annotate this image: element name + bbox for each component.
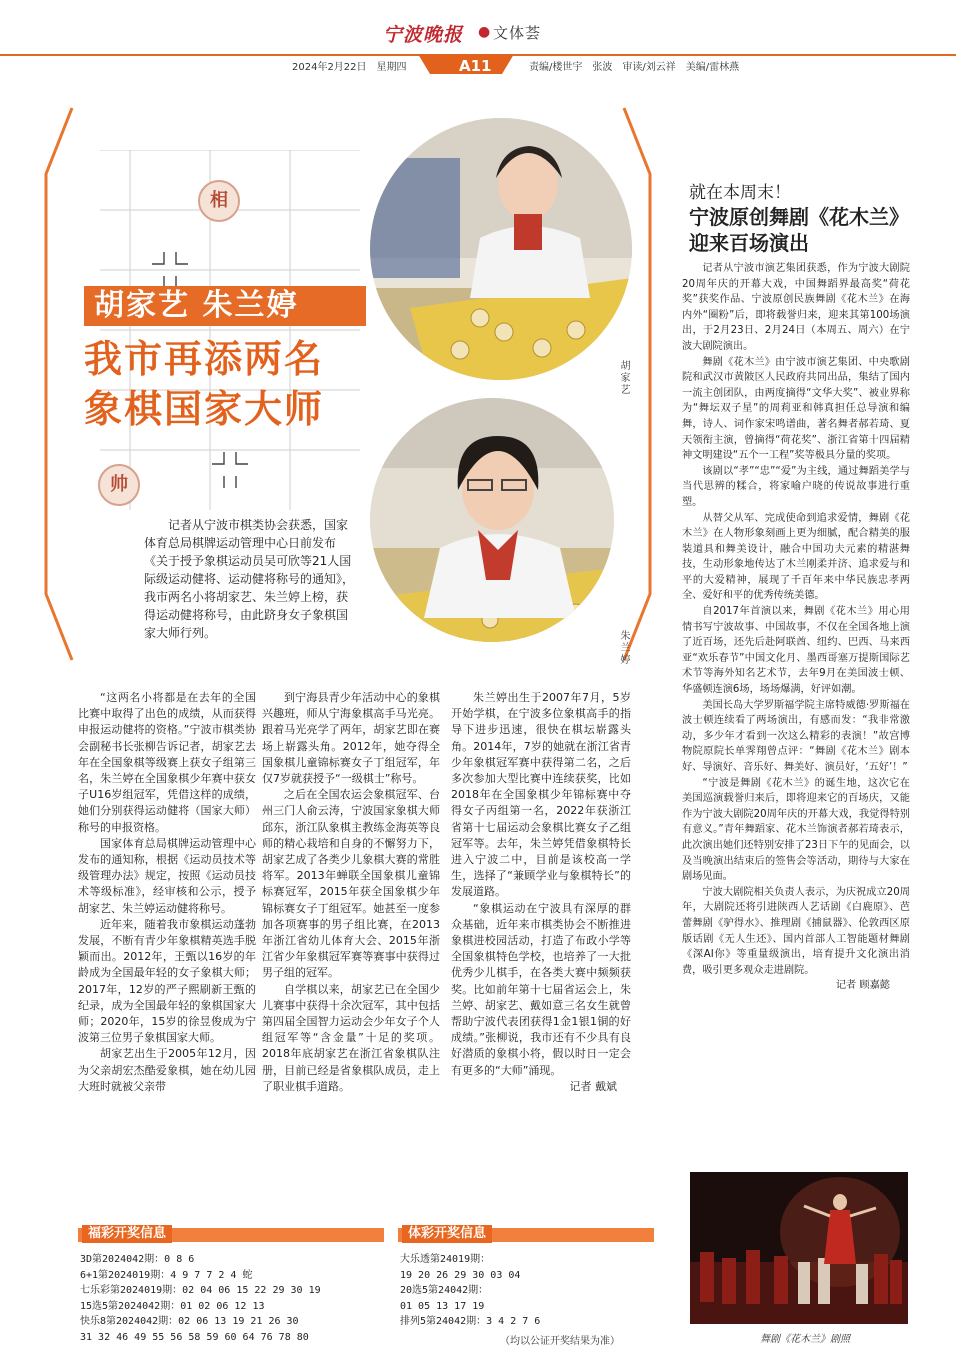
lottery-row: 01 05 13 17 19: [400, 1300, 485, 1312]
lottery-row: 七乐彩第2024019期：02 04 06 15 22 29 30 19: [80, 1285, 321, 1296]
paragraph: 自学棋以来，胡家艺已在全国少儿赛事中获得十余次冠军，其中包括第四届全国智力运动会少年女子个人组冠军等“含金量”十足的奖项。2018年底胡家艺在浙江省象棋队注册，目前已经是省象棋队成员，走上了职业棋手道路。: [262, 982, 440, 1093]
paragraph: 美国长岛大学罗斯福学院主席特威德·罗斯福在波士顿连续看了两场演出，有感而发：“我非常激动，多少年才看到一次这么精彩的表演！”故宫博物院原院长单霁翔曾点评：“舞剧《花木兰》剧本好、导演好、音乐好、舞美好、演员好，‘五好’！”: [682, 699, 910, 773]
paragraph: 近年来，随着我市象棋运动蓬勃发展，不断有青少年象棋精英选手脱颖而出。2012年，王甄以16岁的年龄成为全国最年轻的女子象棋大师；2017年，12岁的严子熙刷新王甄的纪录，成为全国最年轻的象棋国家大师；2020年，15岁的徐昱俊成为宁波第三位男子象棋国家大师。: [78, 917, 256, 1045]
paragraph: 到宁海县青少年活动中心的象棋兴趣班，师从宁海象棋高手马光亮。跟着马光亮学了两年，胡家艺即在赛场上崭露头角。2012年，她夺得全国象棋儿童锦标赛女子丁组冠军，年仅7岁就获授予“一级棋士”称号。: [262, 691, 440, 786]
lottery-note: （均以公证开奖结果为准）: [500, 1336, 620, 1347]
sports-lottery-results: [400, 1252, 540, 1330]
side-article-kicker: 就在本周末！: [689, 183, 791, 203]
headline-line-2: 象棋国家大师: [84, 387, 325, 431]
paragraph: 从替父从军、完成使命到追求爱情，舞剧《花木兰》在人物形象刻画上更为细腻，配合精美的服装道具和舞美设计，融合中国功夫元素的精湛舞技，生动形象地传达了木兰刚柔并济、追求爱与和平的大爱精神，展现了千百年来中华民族忠孝两全、爱好和平的优秀传统美德。: [682, 512, 910, 602]
editor-credits: 责编/楼世宇 张波 审读/刘云祥 美编/雷林燕: [529, 62, 740, 73]
lottery-row: 3D第2024042期：0 8 6: [80, 1254, 195, 1265]
photo-hu-jiayi: [370, 118, 632, 380]
lottery-row: 19 20 26 29 30 03 04: [400, 1269, 521, 1281]
lottery-row: 15选5第2024042期：01 02 06 12 13: [80, 1300, 265, 1312]
lottery-row: 31 32 46 49 55 56 58 59 60 64 76 78 80: [80, 1331, 309, 1343]
stage-photo: [690, 1172, 908, 1324]
photo-zhu-lanting: [370, 398, 614, 642]
feature-column-2: [262, 690, 440, 1095]
paragraph: 记者从宁波市演艺集团获悉，作为宁波大剧院20周年庆的开幕大戏，中国舞蹈界最高奖“荷花奖”获奖作品、宁波原创民族舞剧《花木兰》在海内外“圈粉”后，即将载誉归来，迎来其第100场演出，于2月23日、2月24日（本周五、周六）在宁波大剧院演出。: [682, 263, 910, 352]
paragraph: 胡家艺出生于2005年12月，因为父亲胡宏杰酷爱象棋，她在幼儿园大班时就被父亲带: [78, 1047, 256, 1093]
paragraph: “这两名小将都是在去年的全国比赛中取得了出色的成绩，从而获得申报运动健将的资格。”宁波市棋类协会副秘书长张柳告诉记者，胡家艺去年在全国象棋等级赛上获女子组第三名，朱兰婷在全国象棋少年赛中获女子U16岁组冠军，凭借这样的成绩，她们分别获得运动健将（国家大师）称号的申报资格。: [78, 691, 256, 834]
side-article-title-1: 宁波原创舞剧《花木兰》: [689, 205, 909, 229]
feature-column-1: [78, 690, 256, 1095]
masthead-logo: 宁波晚报: [383, 24, 464, 46]
welfare-lottery-title: 福彩开奖信息: [82, 1225, 172, 1243]
photo-caption-zhu: 朱兰婷: [618, 630, 629, 666]
sports-lottery-title: 体彩开奖信息: [402, 1225, 492, 1243]
lottery-row: 6+1第2024019期：4 9 7 7 2 4 蛇: [80, 1269, 253, 1281]
lottery-row: 排列5第24042期：3 4 2 7 6: [400, 1316, 541, 1327]
section-name: 文体荟: [493, 24, 542, 42]
paragraph: 自2017年首演以来，舞剧《花木兰》用心用情书写宁波故事、中国故事，不仅在全国各地上演了近百场，还先后赴阿联酋、纽约、巴西、马来西亚“欢乐春节”中国文化月、墨西哥塞万提斯国际艺术节等海外知名艺术节，去年9月在美国波士顿、华盛顿连演6场，场场爆满，好评如潮。: [682, 606, 910, 696]
paragraph: 舞剧《花木兰》由宁波市演艺集团、中央歌剧院和武汉市黄陂区人民政府共同出品，集结了国内一流主创团队，由两度摘得“文华大奖”、被业界称为“舞坛双子星”的周莉亚和韩真担任总导演和编舞，诗人、词作家宋鸣谱曲，著名舞者郝若琦、夏天领衔主演，曾摘得“荷花奖”、浙江省第十四届精神文明建设“五个一工程”奖等极具分量的奖项。: [682, 356, 910, 462]
xiangqi-piece-xiang: 相: [198, 180, 240, 222]
lottery-row: 快乐8第2024042期：02 06 13 19 21 26 30: [80, 1316, 299, 1327]
photo-caption-hu: 胡家艺: [618, 360, 629, 396]
xiangqi-piece-shuai: 帅: [98, 464, 140, 506]
welfare-lottery-results: [80, 1252, 321, 1345]
headline-line-1: 我市再添两名: [84, 337, 325, 381]
paragraph: 该剧以“孝”“忠”“爱”为主线，通过舞蹈美学与当代思辨的糅合，将家喻户晓的传说故事进行重塑。: [682, 465, 910, 508]
byline: 记者 戴斌: [569, 1079, 617, 1093]
byline: 记者 顾嘉懿: [835, 980, 890, 992]
paragraph: 宁波大剧院相关负责人表示，为庆祝成立20周年，大剧院还将引进陕西人艺话剧《白鹿原》、芭蕾舞剧《驴得水》、推理剧《捕鼠器》、伦敦西区原版话剧《无人生还》、国内首部人工智能题材舞剧《深AI你》等重量级演出，培育提升文化演出消费，吸引更多观众走进剧院。: [682, 886, 910, 976]
paragraph: “象棋运动在宁波具有深厚的群众基础，近年来市棋类协会不断推进象棋进校园活动，打造了布政小学等全国象棋特色学校，也培养了一大批优秀少儿棋手，在各类大赛中频频获奖。比如前年第十七届省运会上，朱兰婷、胡家艺、戴如意三名女生就曾帮助宁波代表团获得1金1银1铜的好成绩。”张柳说，我市还有不少具有良好潜质的象棋小将，假以时日一定会有更多的“大师”涌现。: [451, 901, 631, 1077]
side-article-title-2: 迎来百场演出: [689, 231, 809, 255]
paragraph: 之后在全国农运会象棋冠军、台州三门人俞云涛，宁波国家象棋大师邱东，浙江队象棋主教练金海英等良师的精心栽培和自身的不懈努力下，胡家艺成了各类少儿象棋大赛的常胜将军。2013年蝉联全国象棋儿童锦标赛冠军，2015年获全国象棋少年锦标赛女子丁组冠军。她甚至一度参加各项赛事的男子组比赛，在2013年浙江省幼儿体育大会、2015年浙江省少年象棋冠军赛等赛事中获得过男子组的冠军。: [262, 788, 440, 980]
stage-photo-caption: 舞剧《花木兰》剧照: [760, 1334, 850, 1345]
paragraph: 朱兰婷出生于2007年7月，5岁开始学棋，在宁波多位象棋高手的指导下进步迅速，很快在棋坛崭露头角。2014年，7岁的她就在浙江省青少年象棋冠军赛中获得第二名，之后多次参加大型比赛中连续获奖，比如2018年在全国象棋少年锦标赛中夺得女子丙组第一名，2022年获浙江省第十七届运动会象棋比赛女子乙组冠军等。去年，朱兰婷凭借象棋特长进入宁波二中，目前是该校高一学生，选择了“兼顾学业与象棋特长”的发展道路。: [451, 691, 631, 899]
lottery-row: 20选5第24042期：: [400, 1285, 489, 1296]
feature-intro: 记者从宁波市棋类协会获悉，国家体育总局棋牌运动管理中心日前发布《关于授予象棋运动员吴可欣等21人国际级运动健将、运动健将称号的通知》，我市两名小将胡家艺、朱兰婷上榜，获得运动健将称号，由此跻身女子象棋国家大师行列。: [144, 518, 355, 640]
side-article-body: [682, 261, 910, 994]
masthead-dot: ●: [478, 24, 491, 40]
page-number: A11: [459, 57, 492, 75]
lottery-row: 大乐透第24019期：: [400, 1254, 491, 1265]
feature-column-3: [451, 690, 631, 1095]
headline-names-banner: [84, 286, 366, 326]
issue-date: 2024年2月22日 星期四: [292, 62, 407, 73]
paragraph: 国家体育总局棋牌运动管理中心发布的通知称，根据《运动员技术等级管理办法》规定，按照《运动员技术等级标准》，经审核和公示，授予胡家艺、朱兰婷运动健将称号。: [78, 836, 256, 915]
paragraph: “宁波是舞剧《花木兰》的诞生地，这次它在美国巡演载誉归来后，即将迎来它的百场庆，又能作为宁波大剧院20周年庆的开幕大戏，我觉得特别有意义。”青年舞蹈家、花木兰饰演者郝若琦表示，此次演出她们还特别安排了23日下午的见面会，以及当晚演出结束后的签售会等活动，期待与大家在剧场见面。: [682, 777, 910, 883]
headline-names: 胡家艺 朱兰婷: [94, 288, 299, 323]
